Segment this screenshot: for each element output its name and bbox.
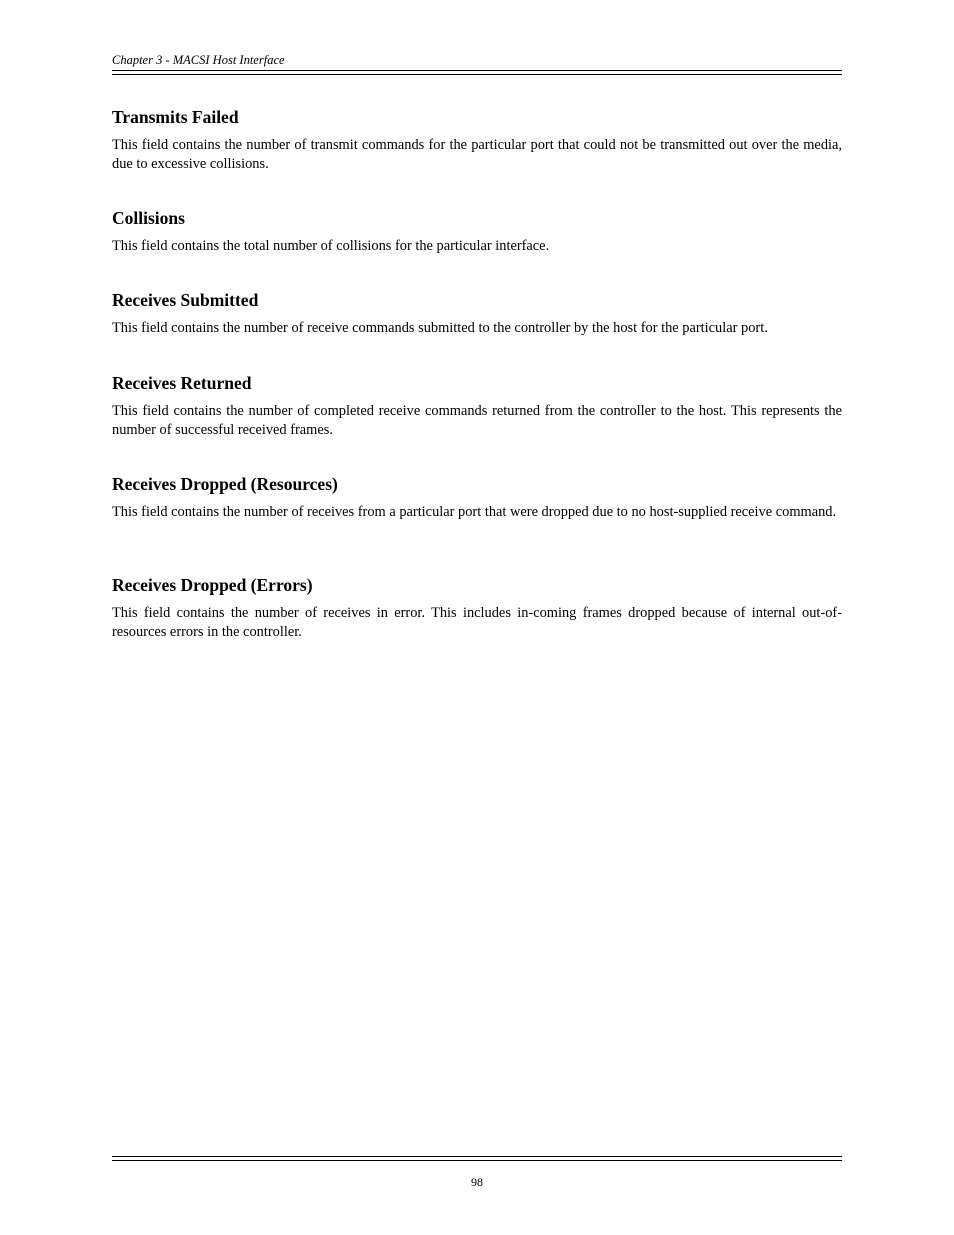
section-receives-submitted: [112, 289, 842, 372]
section-receives-dropped-resources: [112, 473, 842, 574]
section-heading: Receives Dropped (Resources): [112, 474, 338, 494]
section-body: This field contains the number of receives from a particular port that were dropped due to no host-supplied receive command.: [112, 504, 837, 520]
section-body: This field contains the total number of collisions for the particular interface.: [112, 238, 550, 254]
section-heading: Receives Submitted: [112, 290, 259, 310]
footer-rule: [112, 1156, 842, 1161]
section-heading: Transmits Failed: [112, 107, 239, 127]
running-header: Chapter 3 - MACSI Host Interface: [112, 53, 285, 67]
page-number: 98: [471, 1175, 483, 1189]
section-receives-returned: [112, 372, 842, 473]
section-collisions: [112, 207, 842, 289]
section-body: This field contains the number of receive commands submitted to the controller by the host for the particular port.: [112, 320, 768, 336]
section-transmits-failed: [112, 106, 842, 207]
section-body: This field contains the number of receives in error. This includes in-coming frames dropped because of internal out-of-resources errors in the controller.: [112, 605, 842, 640]
header-rule: [112, 70, 842, 75]
section-heading: Receives Dropped (Errors): [112, 575, 313, 595]
page-body: [112, 106, 842, 642]
section-body: This field contains the number of transmit commands for the particular port that could not be transmitted out over the media, due to excessive collisions.: [112, 137, 842, 172]
section-heading: Receives Returned: [112, 373, 252, 393]
section-heading: Collisions: [112, 208, 185, 228]
section-receives-dropped-errors: [112, 574, 842, 642]
section-body: This field contains the number of completed receive commands returned from the controller to the host. This represents the number of successful received frames.: [112, 403, 842, 438]
